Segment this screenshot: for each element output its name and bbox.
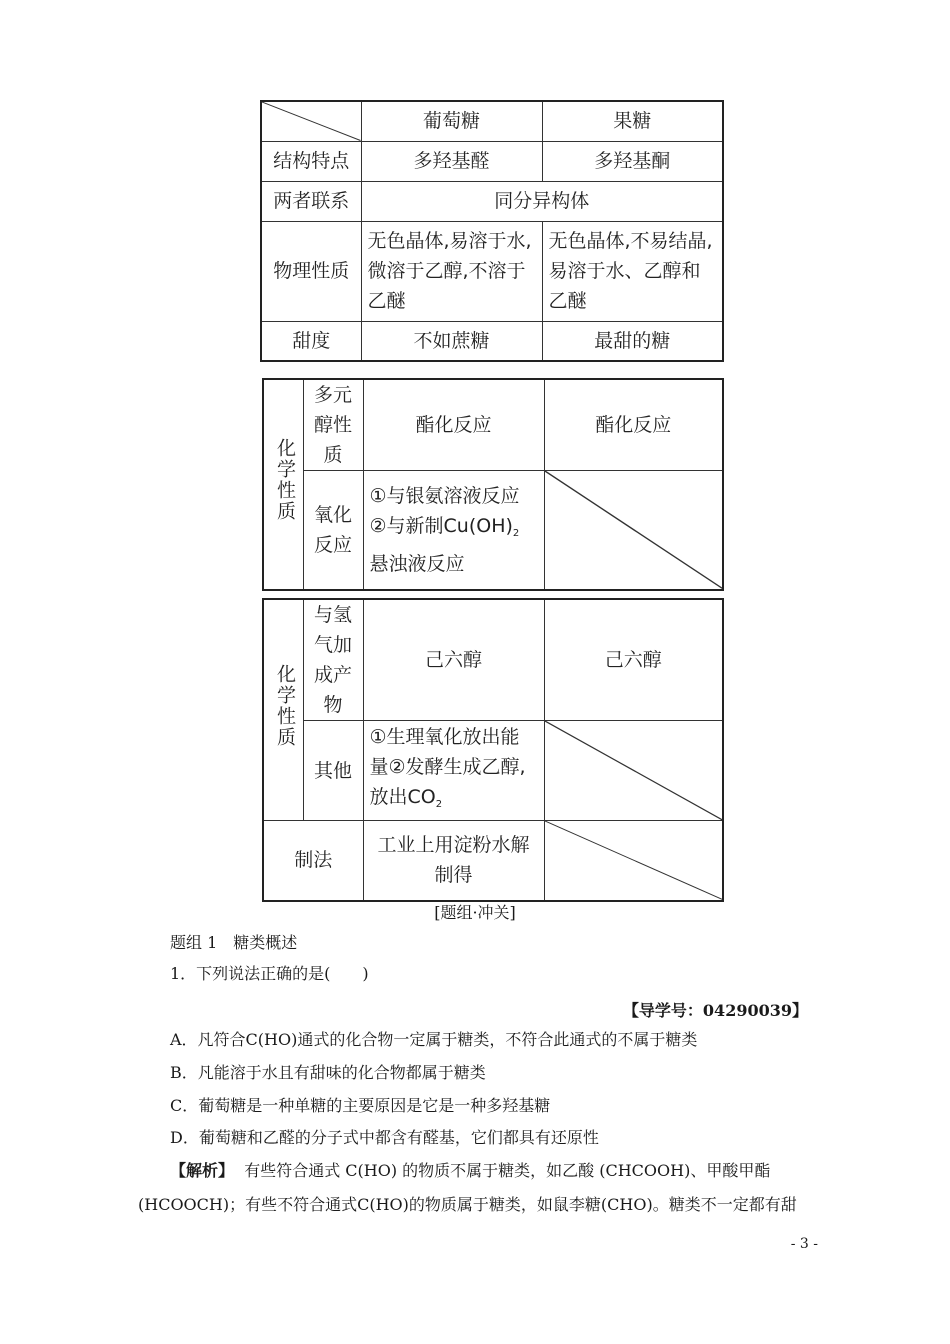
analysis-line-2: (HCOOCH)；有些不符合通式C(HO)的物质属于糖类，如鼠李糖(CHO)。糖类不一定都有甜	[138, 1195, 797, 1214]
option-b: B．凡能溶于水且有甜味的化合物都属于糖类	[170, 1063, 486, 1082]
cell: 酯化反应	[544, 379, 723, 471]
row-label: 多元醇性质	[303, 379, 363, 471]
properties-table-3	[262, 598, 724, 902]
option-c: C．葡萄糖是一种单糖的主要原因是它是一种多羟基糖	[170, 1096, 551, 1115]
cell: 无色晶体,易溶于水,微溶于乙醇,不溶于乙醚	[361, 221, 542, 321]
analysis-tag: 【解析】	[170, 1161, 235, 1180]
row-label: 两者联系	[261, 181, 361, 221]
row-label: 与氢气加成产物	[303, 599, 363, 721]
option-d: D．葡萄糖和乙醛的分子式中都含有醛基，它们都具有还原性	[170, 1128, 599, 1147]
analysis-line-1: 【解析】 有些符合通式 C(HO) 的物质不属于糖类，如乙酸 (CHCOOH)、甲酸甲酯	[170, 1161, 771, 1180]
cell: 酯化反应	[363, 379, 544, 471]
group-label: 化学性质	[263, 599, 303, 821]
cell: 无色晶体,不易结晶,易溶于水、乙醇和乙醚	[542, 221, 723, 321]
question-text: 1．下列说法正确的是( )	[170, 964, 369, 983]
option-a: A．凡符合C(HO)通式的化合物一定属于糖类，不符合此通式的不属于糖类	[170, 1030, 698, 1049]
guide-number: 【导学号：04290039】	[622, 1001, 808, 1020]
cell: 己六醇	[363, 599, 544, 721]
group-label: 化学性质	[263, 379, 303, 590]
cell: 工业上用淀粉水解制得	[363, 821, 544, 901]
cell: 多羟基醛	[361, 141, 542, 181]
cell	[363, 471, 544, 590]
row-label: 物理性质	[261, 221, 361, 321]
cell: 己六醇	[544, 599, 723, 721]
diagonal-header-cell	[261, 101, 361, 141]
diagonal-line	[545, 721, 723, 820]
row-label: 结构特点	[261, 141, 361, 181]
empty-diagonal-cell	[544, 471, 723, 590]
row-label: 甜度	[261, 321, 361, 361]
empty-diagonal-cell	[544, 721, 723, 821]
properties-table-2	[262, 378, 724, 591]
line: ②与新制$Cu(OH)_2$	[369, 514, 520, 539]
diagonal-line	[545, 821, 723, 900]
cell: 最甜的糖	[542, 321, 723, 361]
properties-table-1	[260, 100, 724, 362]
cell: 多羟基酮	[542, 141, 723, 181]
empty-diagonal-cell	[544, 821, 723, 901]
header-fructose: 果糖	[542, 101, 723, 141]
cell: ①生理氧化放出能量②发酵生成乙醇,放出$CO_2$	[363, 721, 544, 821]
header-glucose: 葡萄糖	[361, 101, 542, 141]
cell: 不如蔗糖	[361, 321, 542, 361]
row-label: 其他	[303, 721, 363, 821]
merged-cell: 同分异构体	[361, 181, 723, 221]
line: 悬浊液反应	[369, 552, 465, 575]
row-label: 氧化反应	[303, 471, 363, 590]
diagonal-line	[545, 471, 723, 589]
section-caption: [题组·冲关]	[434, 903, 516, 922]
line: ①与银氨溶液反应	[369, 484, 520, 507]
group-title: 题组 1 糖类概述	[170, 933, 298, 952]
diagonal-line	[262, 102, 361, 141]
row-label: 制法	[263, 821, 363, 901]
page-number: - 3 -	[790, 1236, 818, 1252]
